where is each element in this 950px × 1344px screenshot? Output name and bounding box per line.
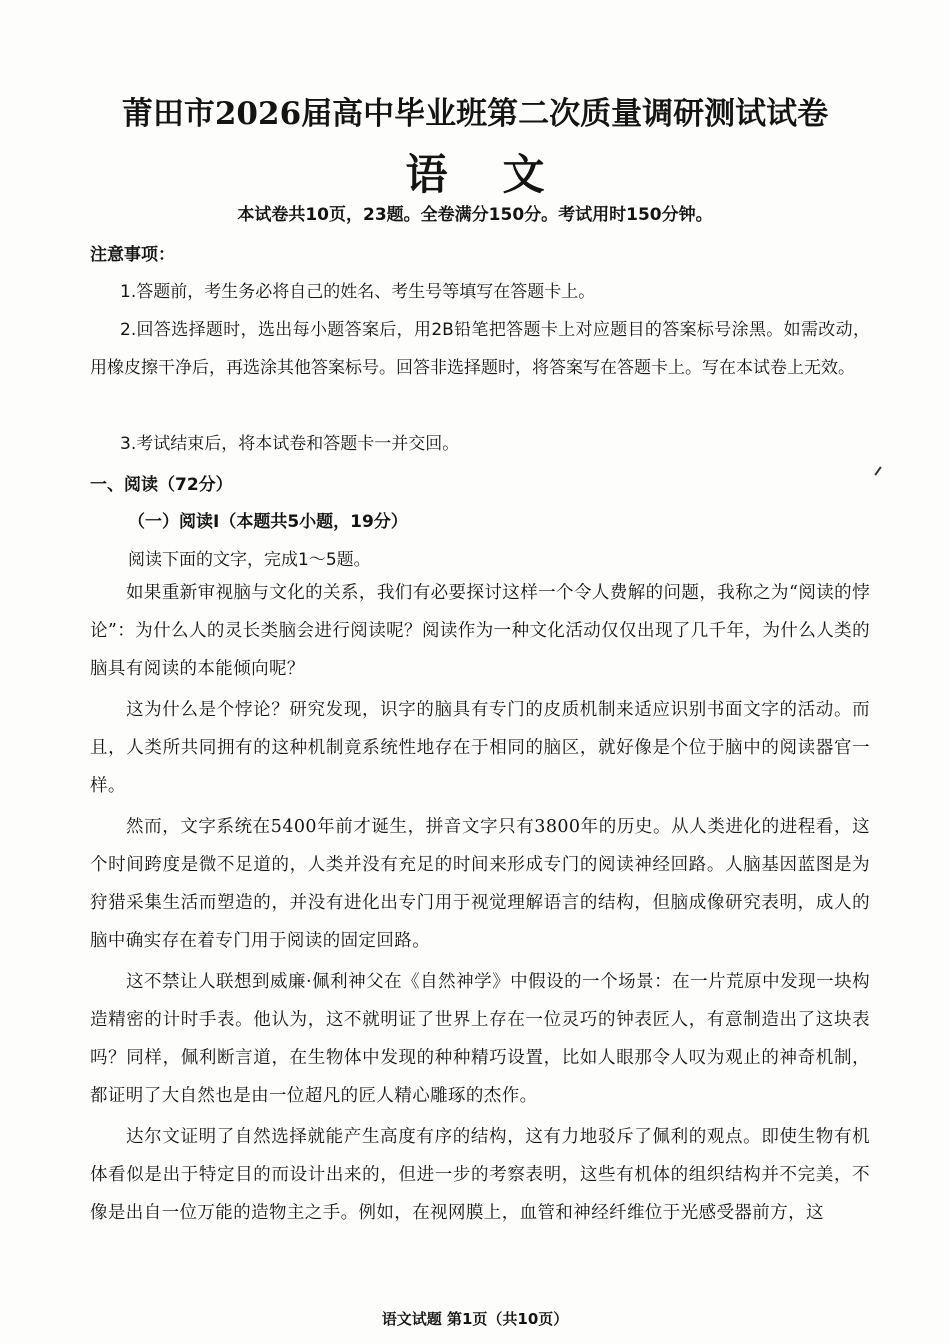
- section-subheading: （一）阅读Ⅰ（本题共5小题，19分）: [128, 512, 408, 532]
- section-heading: 一、阅读（72分）: [90, 475, 233, 495]
- notice-item-2: 2.回答选择题时，选出每小题答案后，用2B铅笔把答题卡上对应题目的答案标号涂黑。如需改动，用橡皮擦干净后，再选涂其他答案标号。回答非选择题时，将答案写在答题卡上。写在本试卷上无效。: [90, 320, 870, 378]
- exam-title: 莆田市2026届高中毕业班第二次质量调研测试试卷: [121, 96, 829, 132]
- passage-paragraph-1: 如果重新审视脑与文化的关系，我们有必要探讨这样一个令人费解的问题，我称之为“阅读的悖论”：为什么人的灵长类脑会进行阅读呢？阅读作为一种文化活动仅仅出现了几千年，为什么人类的脑具有阅读的本能倾向呢？: [90, 583, 870, 679]
- passage-paragraph-4: 这不禁让人联想到威廉·佩利神父在《自然神学》中假设的一个场景：在一片荒原中发现一块构造精密的计时手表。他认为，这不就明证了世界上存在一位灵巧的钟表匠人，有意制造出了这块表吗？同样，佩利断言道，在生物体中发现的种种精巧设置，比如人眼那令人叹为观止的神奇机制，都证明了大自然也是由一位超凡的匠人精心雕琢的杰作。: [90, 972, 870, 1106]
- passage-paragraph-2: 这为什么是个悖论？研究发现，识字的脑具有专门的皮质机制来适应识别书面文字的活动。而且，人类所共同拥有的这种机制竟系统性地存在于相同的脑区，就好像是个位于脑中的阅读器官一样。: [90, 700, 870, 796]
- notice-item-1: 1.答题前，考生务必将自己的姓名、考生号等填写在答题卡上。: [120, 282, 596, 302]
- exam-info: 本试卷共10页，23题。全卷满分150分。考试用时150分钟。: [237, 205, 713, 225]
- notice-heading: 注意事项：: [90, 245, 175, 265]
- notice-item-3: 3.考试结束后，将本试卷和答题卡一并交回。: [120, 434, 460, 454]
- passage-paragraph-3: 然而，文字系统在5400年前才诞生，拼音文字只有3800年的历史。从人类进化的进程看，这个时间跨度是微不足道的，人类并没有充足的时间来形成专门的阅读神经回路。人脑基因蓝图是为狩猎采集生活而塑造的，并没有进化出专门用于视觉理解语言的结构，但脑成像研究表明，成人的脑中确实存在着专门用于阅读的固定回路。: [90, 817, 870, 951]
- subject-title: 语文: [405, 150, 600, 199]
- section-instruction: 阅读下面的文字，完成1～5题。: [128, 550, 371, 570]
- pen-mark-decoration: [874, 466, 881, 475]
- passage-paragraph-5: 达尔文证明了自然选择就能产生高度有序的结构，这有力地驳斥了佩利的观点。即使生物有机体看似是出于特定目的而设计出来的，但进一步的考察表明，这些有机体的组织结构并不完美，不像是出自一位万能的造物主之手。例如，在视网膜上，血管和神经纤维位于光感受器前方，这: [90, 1127, 870, 1223]
- page-footer: 语文试题 第1页（共10页）: [381, 1310, 569, 1328]
